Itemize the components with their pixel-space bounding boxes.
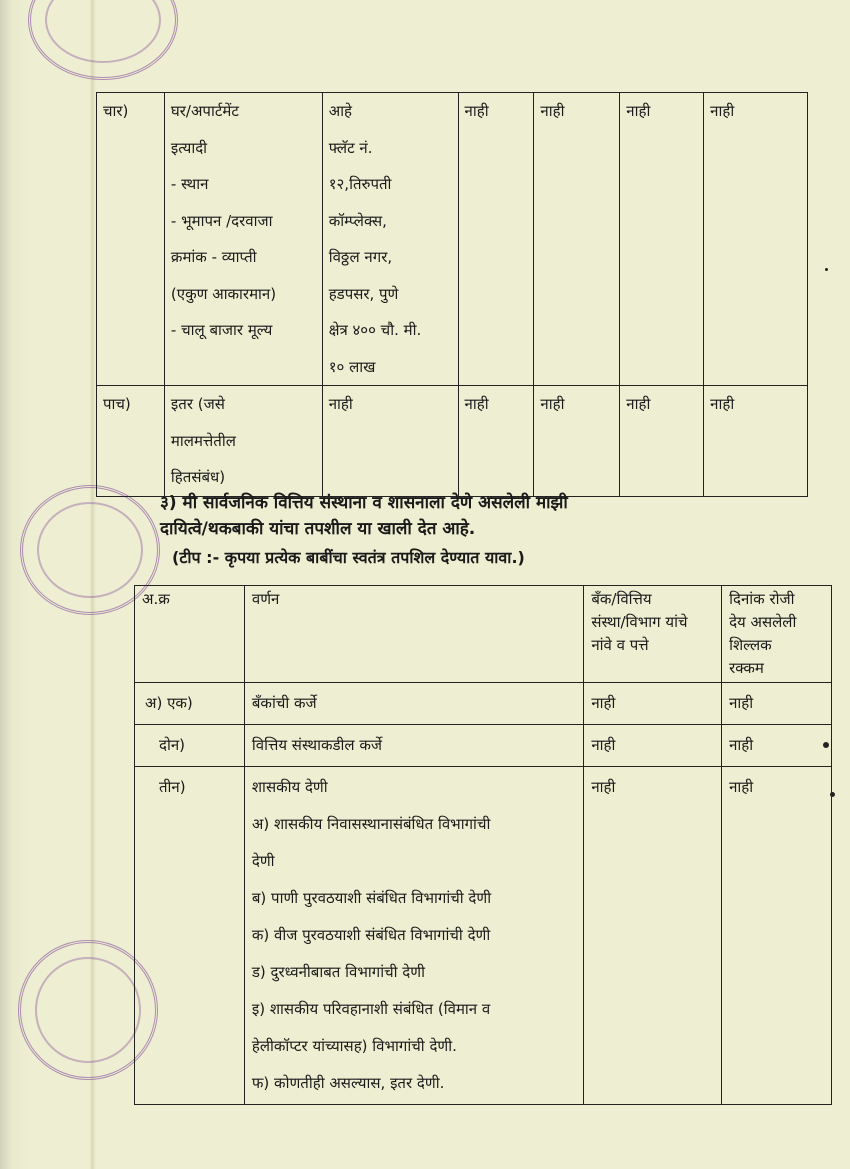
table-header-row [135,586,832,683]
cell-value: नाही [722,725,832,767]
ink-mark [825,268,828,271]
row-description: इतर (जसे मालमत्तेतील हितसंबंध) [164,386,322,497]
cell-value: नाही [534,93,620,386]
row-number: चार) [97,93,165,386]
table-row [97,93,808,386]
cell-value: नाही [534,386,620,497]
row-number: पाच) [97,386,165,497]
row-number: दोन) [135,725,245,767]
cell-value: नाही [584,725,722,767]
row-description: शासकीय देणी अ) शासकीय निवासस्थानासंबंधित विभागांची देणी ब) पाणी पुरवठयाशी संबंधित विभागांची देणी क) वीज पुरवठयाशी संबंधित विभागांची देणी ड) दुरध्वनीबाबत विभागांची देणी इ) शासकीय परिवहानाशी संबंधित (विमान व हेलीकॉप्टर यांच्यासह) विभागांची देणी. फ) कोणतीही असल्यास, इतर देणी. [244,767,583,1105]
cell-value: नाही [584,767,722,1105]
cell-value: नाही [620,386,704,497]
header-balance: दिनांक रोजी देय असलेली शिल्लक रक्कम [722,586,832,683]
table-row [135,683,832,725]
cell-value: नाही [704,93,808,386]
header-serial: अ.क्र [135,586,245,683]
section-3-heading: ३) मी सार्वजनिक वित्तिय संस्थाना व शासनाला देणे असलेली माझी दायित्वे/थकबाकी यांचा तपशील या खाली देत आहे. [160,493,568,539]
cell-value: नाही [722,767,832,1105]
row-description: वित्तिय संस्थाकडील कर्जे [244,725,583,767]
cell-value: नाही [704,386,808,497]
cell-value: नाही [458,93,534,386]
row-description: बॅंकांची कर्जे [244,683,583,725]
row-detail: नाही [322,386,458,497]
table-row [97,386,808,497]
table-row [135,725,832,767]
ink-mark [823,742,829,748]
header-description: वर्णन [244,586,583,683]
liabilities-table [134,585,832,1105]
table-row [135,767,832,1105]
ink-mark [830,792,835,797]
section-3-note: (टीप :- कृपया प्रत्येक बाबींचा स्वतंत्र तपशिल देण्यात यावा.) [172,548,525,567]
cell-value: नाही [620,93,704,386]
header-institution: बॅंक/वित्तिय संस्था/विभाग यांचे नांवे व पत्ते [584,586,722,683]
cell-value: नाही [722,683,832,725]
cell-value: नाही [584,683,722,725]
row-number: तीन) [135,767,245,1105]
row-description: घर/अपार्टमेंट इत्यादी - स्थान - भूमापन /दरवाजा क्रमांक - व्याप्ती (एकुण आकारमान) - चालू बाजार मूल्य [164,93,322,386]
assets-table [96,92,808,497]
row-number: अ) एक) [135,683,245,725]
row-detail: आहे फ्लॅट नं. १२,तिरुपती कॉम्प्लेक्स, विठ्ठल नगर, हडपसर, पुणे क्षेत्र ४०० चौ. मी. १० लाख [322,93,458,386]
cell-value: नाही [458,386,534,497]
